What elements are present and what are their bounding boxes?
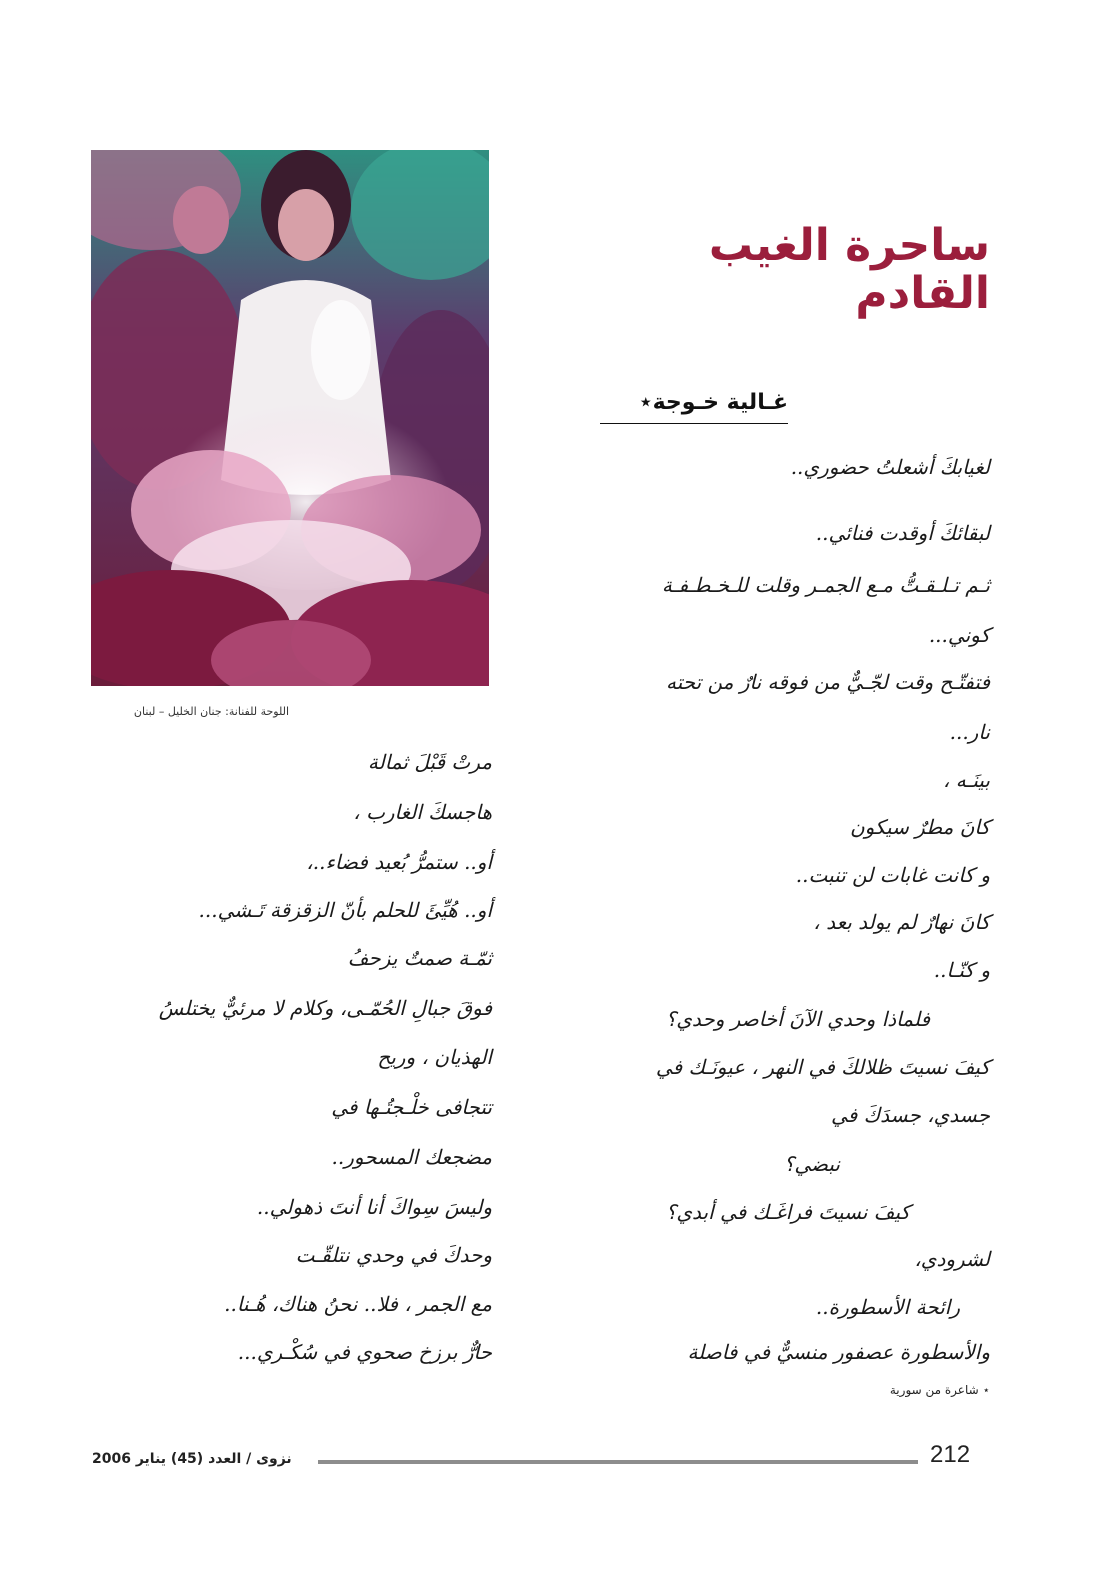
poem-line: لبقائكَ أوقدت فنائي..	[815, 521, 990, 545]
poem-line: كيفَ نسيتَ ظلالكَ في النهر ، عيونَـك في	[655, 1055, 990, 1079]
poem-line: كانَ مطرٌ سيكون	[849, 815, 990, 839]
poem-line: فلماذا وحدي الآنَ أخاصر وحدي؟	[665, 1007, 930, 1031]
poem-line: الهذيان ، وريح	[377, 1045, 492, 1069]
poem-line: نار...	[949, 720, 990, 744]
article-title: ساحرة الغيب القادم	[708, 220, 990, 320]
poem-line: لشرودي،	[914, 1247, 990, 1271]
poem-line: كوني...	[928, 623, 990, 647]
poem-line: والأسطورة عصفور منسيٌّ في فاصلة	[687, 1340, 990, 1364]
painting-caption: اللوحة للفنانة: جنان الخليل – لبنان	[133, 705, 289, 718]
painting-image	[91, 150, 489, 686]
poem-line: لغيابكَ أشعلتُ حضوري..	[790, 455, 990, 479]
painting-artwork	[91, 150, 489, 686]
poem-line: حارٌّ برزخ صحوي في سُكْـري...	[237, 1340, 492, 1364]
poem-right-column	[580, 455, 990, 1375]
poem-line: هاجسكَ الغارب ،	[353, 800, 492, 824]
poem-line: مرتْ قَبْلَ ثمالة	[367, 750, 492, 774]
page-number: 212	[930, 1441, 971, 1468]
poem-line: فتفتّـح وقت لجّـيٌّ من فوقه نارٌ من تحته	[665, 670, 990, 694]
poem-line: بينَـه ،	[942, 768, 990, 792]
poem-line: كيفَ نسيتَ فراغَـك في أبدي؟	[665, 1200, 910, 1224]
poem-line: جسدي، جسدَكَ في	[831, 1103, 990, 1127]
poem-line: رائحة الأسطورة..	[815, 1295, 960, 1319]
poem-line: وليسَ سِواكَ أنا أنتَ ذهولي..	[256, 1195, 492, 1219]
poem-line: أو.. هُيِّئَ للحلم بأنّ الزقزقة تَـشي...	[198, 898, 492, 922]
footer-rule	[318, 1460, 918, 1464]
poem-line: نبضي؟	[783, 1152, 840, 1176]
poem-line: تتجافى خلْـجتُـها في	[331, 1095, 492, 1119]
poem-line: و كنّـا..	[933, 958, 990, 982]
poem-line: فوقَ جبالِ الحُمّـى، وكلام لا مرئيٌّ يختلسُ	[158, 996, 492, 1020]
poem-line: وحدكَ في وحدي نتلقّـت	[295, 1243, 492, 1267]
poem-line: ثمّـة صمتٌ يزحفُ	[347, 946, 492, 970]
journal-issue-label: نزوى / العدد (45) يناير 2006	[92, 1451, 292, 1467]
author-footnote: ⋆ شاعرة من سورية	[889, 1383, 990, 1397]
poem-line: و كانت غابات لن تنبت..	[795, 863, 990, 887]
poem-line: مضجعك المسحور..	[331, 1145, 492, 1169]
author-name: غـالية خـوجة⋆	[600, 390, 788, 424]
poem-line: أو.. ستمرُّ بُعيد فضاء..،	[306, 850, 492, 874]
poem-left-column	[80, 750, 492, 1390]
poem-line: مع الجمر ، فلا.. نحنُ هناك، هُـنا..	[224, 1292, 492, 1316]
poem-line: ثـم تـلـقـتُّ مـع الجمـر وقلت للـخـطـفـة	[661, 573, 990, 597]
poem-line: كانَ نهارٌ لم يولد بعد ،	[813, 910, 990, 934]
